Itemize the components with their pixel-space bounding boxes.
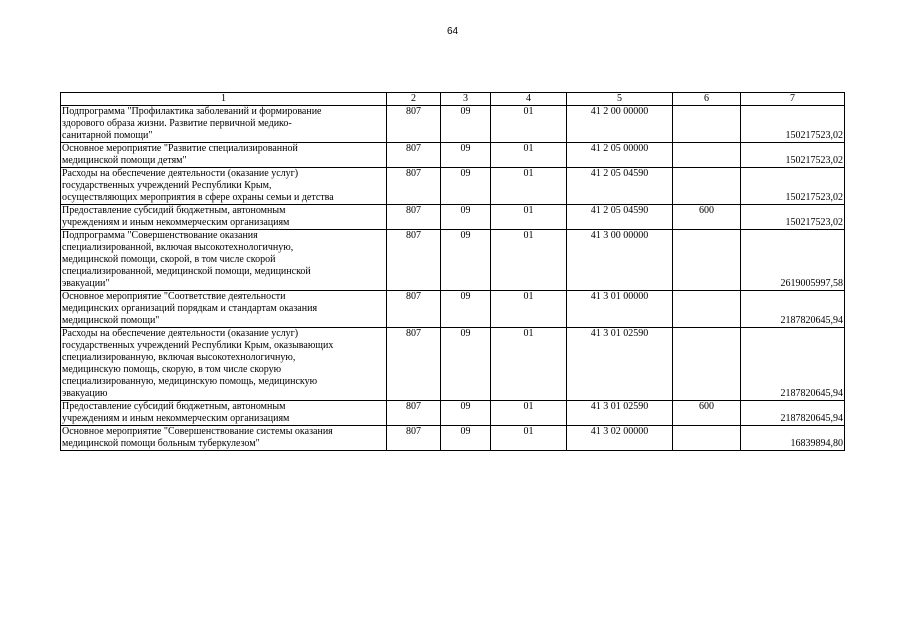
table-row — [61, 106, 845, 143]
table-body — [61, 106, 845, 451]
row-col4-cell: 01 — [491, 401, 567, 426]
row-name-line: Предоставление субсидий бюджетным, автономным — [62, 205, 286, 216]
row-col4-cell: 01 — [491, 426, 567, 451]
row-col4-cell: 01 — [491, 291, 567, 328]
row-col3-cell: 09 — [441, 168, 491, 205]
row-col2-cell: 807 — [387, 106, 441, 143]
row-amount-cell: 2187820645,94 — [741, 291, 845, 328]
table-row — [61, 328, 845, 401]
row-name-cell — [61, 106, 387, 143]
row-col6-cell — [673, 230, 741, 291]
row-name-line: специализированную, медицинскую помощь, медицинскую — [62, 376, 318, 387]
row-amount-cell: 150217523,02 — [741, 143, 845, 168]
row-col3-cell: 09 — [441, 426, 491, 451]
table-row — [61, 168, 845, 205]
row-col4-cell: 01 — [491, 143, 567, 168]
row-col6-cell — [673, 291, 741, 328]
row-col2-cell: 807 — [387, 205, 441, 230]
row-col6-cell — [673, 426, 741, 451]
row-col2-cell: 807 — [387, 143, 441, 168]
row-col4-cell: 01 — [491, 205, 567, 230]
row-name-line: медицинской помощи" — [62, 315, 160, 326]
row-col3-cell: 09 — [441, 401, 491, 426]
budget-table — [60, 92, 845, 451]
row-col5-cell: 41 3 00 00000 — [567, 230, 673, 291]
row-name-cell — [61, 328, 387, 401]
row-col6-cell: 600 — [673, 205, 741, 230]
table-row — [61, 291, 845, 328]
row-name-line: Расходы на обеспечение деятельности (оказание услуг) — [62, 168, 299, 179]
row-col6-cell — [673, 168, 741, 205]
row-name-line: санитарной помощи" — [62, 130, 153, 141]
row-col5-cell: 41 3 02 00000 — [567, 426, 673, 451]
row-name-line: Расходы на обеспечение деятельности (оказание услуг) — [62, 328, 299, 339]
row-amount-cell: 2187820645,94 — [741, 328, 845, 401]
row-name-line: эвакуации" — [62, 278, 110, 289]
row-name-cell — [61, 426, 387, 451]
row-col3-cell: 09 — [441, 230, 491, 291]
page-number: 64 — [446, 26, 459, 37]
row-col3-cell: 09 — [441, 328, 491, 401]
row-name-line: государственных учреждений Республики Крым, — [62, 180, 272, 191]
row-name-line: государственных учреждений Республики Крым, оказывающих — [62, 340, 334, 351]
header-cell: 6 — [673, 93, 741, 106]
row-col6-cell — [673, 106, 741, 143]
row-col6-cell — [673, 328, 741, 401]
row-name-line: здорового образа жизни. Развитие первичной медико- — [62, 118, 292, 129]
header-row — [61, 93, 845, 106]
row-name-cell — [61, 143, 387, 168]
row-name-cell — [61, 205, 387, 230]
row-col2-cell: 807 — [387, 426, 441, 451]
row-name-cell — [61, 230, 387, 291]
row-col2-cell: 807 — [387, 291, 441, 328]
row-name-line: учреждениям и иным некоммерческим организациям — [62, 413, 290, 424]
row-name-cell — [61, 168, 387, 205]
row-name-line: Предоставление субсидий бюджетным, автономным — [62, 401, 286, 412]
header-cell: 7 — [741, 93, 845, 106]
row-amount-cell: 2187820645,94 — [741, 401, 845, 426]
row-col4-cell: 01 — [491, 106, 567, 143]
row-col5-cell: 41 3 01 02590 — [567, 401, 673, 426]
row-name-cell — [61, 401, 387, 426]
row-name-line: Основное мероприятие "Совершенствование системы оказания — [62, 426, 333, 437]
row-name-line: медицинской помощи, скорой, в том числе скорой — [62, 254, 276, 265]
row-name-line: медицинской помощи больным туберкулезом" — [62, 438, 260, 449]
row-col4-cell: 01 — [491, 168, 567, 205]
row-name-line: эвакуацию — [62, 388, 108, 399]
row-amount-cell: 150217523,02 — [741, 205, 845, 230]
row-col4-cell: 01 — [491, 230, 567, 291]
row-col2-cell: 807 — [387, 328, 441, 401]
row-amount-cell: 150217523,02 — [741, 168, 845, 205]
table-row — [61, 205, 845, 230]
row-col3-cell: 09 — [441, 291, 491, 328]
row-col5-cell: 41 2 05 00000 — [567, 143, 673, 168]
row-amount-cell: 2619005997,58 — [741, 230, 845, 291]
row-name-line: Основное мероприятие "Развитие специализированной — [62, 143, 298, 154]
row-name-cell — [61, 291, 387, 328]
header-cell: 1 — [61, 93, 387, 106]
header-cell: 4 — [491, 93, 567, 106]
row-name-line: Подпрограмма "Совершенствование оказания — [62, 230, 258, 241]
row-col2-cell: 807 — [387, 230, 441, 291]
row-name-line: учреждениям и иным некоммерческим организациям — [62, 217, 290, 228]
row-name-line: специализированной, медицинской помощи, медицинской — [62, 266, 311, 277]
row-col4-cell: 01 — [491, 328, 567, 401]
row-col5-cell: 41 2 05 04590 — [567, 168, 673, 205]
row-name-line: специализированной, включая высокотехнологичную, — [62, 242, 294, 253]
row-col5-cell: 41 2 05 04590 — [567, 205, 673, 230]
row-col6-cell — [673, 143, 741, 168]
row-name-line: Подпрограмма "Профилактика заболеваний и формирование — [62, 106, 322, 117]
row-amount-cell: 16839894,80 — [741, 426, 845, 451]
row-name-line: осуществляющих мероприятия в сфере охраны семьи и детства — [62, 192, 334, 203]
header-cell: 5 — [567, 93, 673, 106]
row-col3-cell: 09 — [441, 143, 491, 168]
table-row — [61, 426, 845, 451]
row-col5-cell: 41 3 01 02590 — [567, 328, 673, 401]
header-cell: 3 — [441, 93, 491, 106]
row-col5-cell: 41 2 00 00000 — [567, 106, 673, 143]
row-name-line: специализированную, включая высокотехнологичную, — [62, 352, 296, 363]
row-col5-cell: 41 3 01 00000 — [567, 291, 673, 328]
row-name-line: медицинской помощи детям" — [62, 155, 187, 166]
row-name-line: медицинских организаций порядкам и стандартам оказания — [62, 303, 318, 314]
row-name-line: Основное мероприятие "Соответствие деятельности — [62, 291, 286, 302]
table-row — [61, 230, 845, 291]
row-name-line: медицинскую помощь, скорую, в том числе скорую — [62, 364, 282, 375]
header-cell: 2 — [387, 93, 441, 106]
table-row — [61, 401, 845, 426]
table-row — [61, 143, 845, 168]
row-col2-cell: 807 — [387, 401, 441, 426]
row-col6-cell: 600 — [673, 401, 741, 426]
row-col2-cell: 807 — [387, 168, 441, 205]
row-amount-cell: 150217523,02 — [741, 106, 845, 143]
row-col3-cell: 09 — [441, 106, 491, 143]
row-col3-cell: 09 — [441, 205, 491, 230]
